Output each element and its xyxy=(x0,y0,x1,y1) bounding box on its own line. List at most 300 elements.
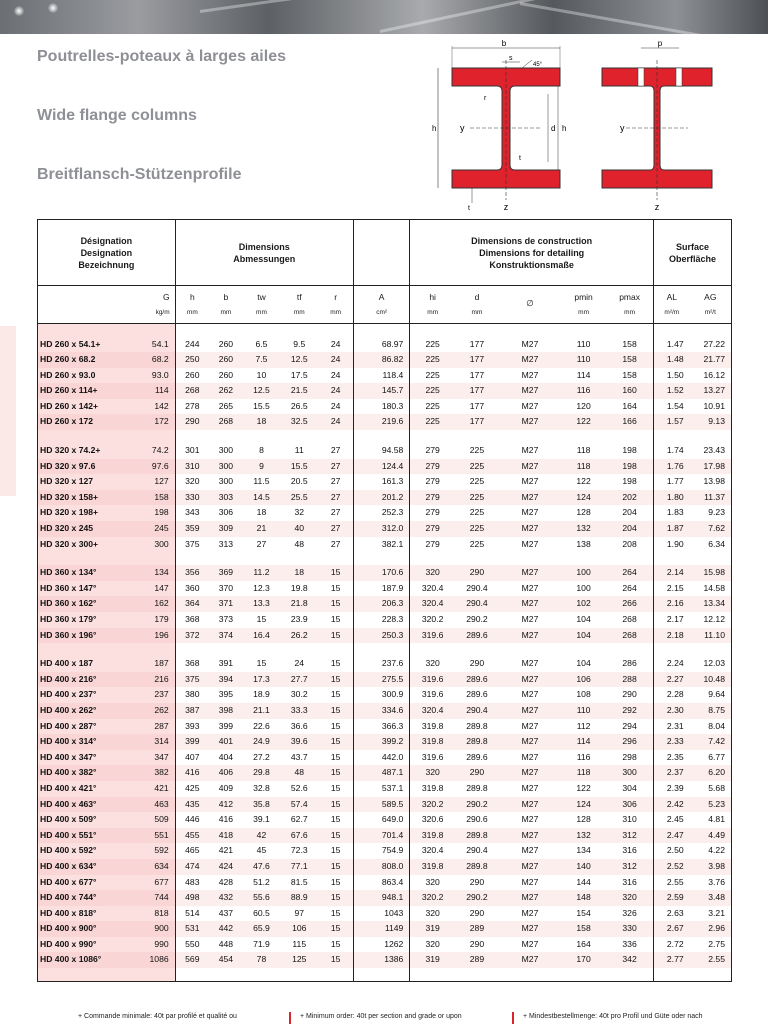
cell-value: 8.75 xyxy=(690,703,732,719)
header-cell-9 xyxy=(455,286,499,324)
column-symbol: r xyxy=(334,291,338,302)
cell-value: 421 xyxy=(130,781,175,797)
cell-value: 4.81 xyxy=(690,812,732,828)
cell-value: 17.98 xyxy=(690,459,732,475)
cell-value: 550 xyxy=(185,938,200,949)
spacer-cell xyxy=(561,552,606,565)
spacer-cell xyxy=(353,643,409,656)
cell-value: 483 xyxy=(185,876,200,887)
cell-value: 124 xyxy=(561,490,606,506)
column-unit: mm xyxy=(624,308,635,316)
cell-value: M27 xyxy=(499,352,561,368)
cell-value: 26.2 xyxy=(280,628,318,644)
cell-designation: HD 320 x 198+ xyxy=(38,505,131,521)
cell-value: M27 xyxy=(499,414,561,430)
cell-value: 364 xyxy=(175,596,209,612)
column-symbol: hi xyxy=(429,291,436,302)
cell-designation: HD 400 x 677° xyxy=(38,875,131,891)
cell-value: 15 xyxy=(318,921,353,937)
cell-value: 208 xyxy=(622,538,637,549)
cell-value: 10.48 xyxy=(690,672,732,688)
column-symbol: b xyxy=(223,291,229,302)
cell-value: 319 xyxy=(410,921,455,937)
spacer-cell xyxy=(690,430,732,443)
cell-value: 300 xyxy=(218,476,234,487)
cell-value: M27 xyxy=(521,538,539,549)
cell-designation: HD 320 x 300+ xyxy=(38,537,131,553)
cell-value: 202 xyxy=(606,490,653,506)
cell-value: 15 xyxy=(330,582,341,593)
cell-value: 2.72 xyxy=(654,937,690,953)
cell-value: 24 xyxy=(318,383,353,399)
cell-value: 399 xyxy=(218,720,234,731)
cell-value: 114 xyxy=(561,734,606,750)
cell-value: 225 xyxy=(410,368,455,384)
cell-value: 72.3 xyxy=(290,845,308,856)
cell-value: M27 xyxy=(521,720,539,731)
header-cell-8 xyxy=(410,286,455,324)
spacer-cell xyxy=(318,643,353,656)
cell-value: 677 xyxy=(130,875,175,891)
cell-value: 290 xyxy=(469,907,485,918)
table-row xyxy=(38,521,732,537)
spacer-cell xyxy=(38,643,131,656)
cell-designation: HD 320 x 97.6 xyxy=(38,459,131,475)
column-unit: mm xyxy=(427,308,439,316)
table-row xyxy=(38,734,732,750)
cell-value: 35.8 xyxy=(243,797,280,813)
cell-value: M27 xyxy=(521,476,539,487)
column-symbol: AG xyxy=(704,291,717,302)
group-spacer xyxy=(38,643,732,656)
spacer-cell xyxy=(561,968,606,981)
cell-value: 10.91 xyxy=(690,399,732,415)
table-row xyxy=(38,459,732,475)
cell-value: 260 xyxy=(209,352,243,368)
cell-value: 128 xyxy=(576,814,591,825)
cell-value: 399.2 xyxy=(353,734,409,750)
cell-value: 268 xyxy=(622,614,637,624)
cell-value: 225 xyxy=(469,538,485,549)
cell-value: 23.9 xyxy=(290,614,308,624)
cell-value: M27 xyxy=(499,628,561,644)
table-row xyxy=(38,812,732,828)
column-symbol: pmax xyxy=(619,291,640,302)
cell-value: 6.77 xyxy=(690,750,732,766)
cell-value: 279 xyxy=(410,537,455,553)
cell-value: 25.5 xyxy=(280,490,318,506)
table-row xyxy=(38,565,732,581)
spacer-cell xyxy=(606,324,653,337)
cell-value: 300.9 xyxy=(353,687,409,703)
cell-value: 250 xyxy=(175,352,209,368)
header-cell-10 xyxy=(499,286,561,324)
cell-designation: HD 360 x 162° xyxy=(38,596,131,612)
cell-value: 15.98 xyxy=(690,565,732,581)
cell-value: 442.0 xyxy=(353,750,409,766)
cell-value: 2.15 xyxy=(654,581,690,597)
table-row xyxy=(38,672,732,688)
cell-value: 21.8 xyxy=(280,596,318,612)
cell-value: 366.3 xyxy=(353,719,409,735)
cell-value: 15 xyxy=(318,703,353,719)
spacer-cell xyxy=(455,324,499,337)
cell-value: 1.52 xyxy=(654,383,690,399)
cell-value: 446 xyxy=(185,814,200,825)
cell-value: 296 xyxy=(606,734,653,750)
title-french: Poutrelles-poteaux à larges ailes xyxy=(37,48,286,65)
cell-value: 487.1 xyxy=(353,765,409,781)
spacer-cell xyxy=(654,430,690,443)
cell-designation: HD 260 x 172 xyxy=(38,414,131,430)
cell-value: M27 xyxy=(499,765,561,781)
cell-value: 128 xyxy=(576,507,591,518)
cell-value: M27 xyxy=(499,890,561,906)
cell-value: 225 xyxy=(455,490,499,506)
table-row xyxy=(38,765,732,781)
cell-value: 15 xyxy=(318,628,353,644)
cell-value: 290 xyxy=(469,658,485,669)
header-designation: Désignation Designation Bezeichnung xyxy=(38,220,176,286)
cell-value: M27 xyxy=(521,689,539,700)
cell-value: 264 xyxy=(606,565,653,581)
cell-designation: HD 400 x 216° xyxy=(38,672,131,688)
cell-value: 371 xyxy=(209,596,243,612)
bolt-hole xyxy=(638,68,644,86)
cell-value: 1.47 xyxy=(654,337,690,353)
cell-value: 1.74 xyxy=(654,443,690,459)
footnote-divider xyxy=(289,1012,291,1024)
spacer-cell xyxy=(499,968,561,981)
cell-value: 22.6 xyxy=(253,720,270,731)
cell-value: 196 xyxy=(130,628,175,644)
cell-value: 279 xyxy=(410,505,455,521)
i-section-main xyxy=(438,46,560,203)
cell-value: 401 xyxy=(209,734,243,750)
cell-designation: HD 360 x 196° xyxy=(38,628,131,644)
cell-value: 43.7 xyxy=(290,751,308,762)
cell-value: 27.7 xyxy=(280,672,318,688)
cell-value: 2.30 xyxy=(654,703,690,719)
table-row xyxy=(38,703,732,719)
cell-value: 100 xyxy=(561,565,606,581)
cell-value: 326 xyxy=(622,907,637,918)
cell-value: 15 xyxy=(318,859,353,875)
spacer-cell xyxy=(130,324,175,337)
table-row xyxy=(38,843,732,859)
cell-value: 11.5 xyxy=(253,476,270,487)
cell-value: 134 xyxy=(576,845,591,856)
column-symbol: tw xyxy=(257,291,266,302)
cell-designation: HD 320 x 74.2+ xyxy=(38,443,131,459)
cell-value: 4.49 xyxy=(690,828,732,844)
cell-value: 179 xyxy=(130,612,175,628)
spacer-cell xyxy=(690,643,732,656)
cell-value: 187 xyxy=(130,656,175,672)
column-symbol: G xyxy=(163,291,170,302)
banner-beam xyxy=(520,2,757,34)
spacer-cell xyxy=(175,643,209,656)
table-row xyxy=(38,656,732,672)
cell-value: 24 xyxy=(318,414,353,430)
cell-value: 219.6 xyxy=(353,414,409,430)
title-english: Wide flange columns xyxy=(37,107,197,124)
cell-value: 78 xyxy=(243,952,280,968)
cell-value: 359 xyxy=(175,521,209,537)
cell-designation: HD 400 x 744° xyxy=(38,890,131,906)
cell-value: 15 xyxy=(318,672,353,688)
cell-value: 27 xyxy=(318,459,353,475)
cell-value: 47.6 xyxy=(243,859,280,875)
cell-value: 112 xyxy=(576,720,591,731)
cell-value: 250.3 xyxy=(353,628,409,644)
cell-value: 27 xyxy=(256,538,267,549)
cell-value: 754.9 xyxy=(353,843,409,859)
cell-value: 319.6 xyxy=(410,628,455,644)
cell-value: 382 xyxy=(130,765,175,781)
column-unit: kg/m xyxy=(155,308,170,316)
table-row xyxy=(38,687,732,703)
column-symbol: ∅ xyxy=(526,297,534,308)
spacer-cell xyxy=(654,552,690,565)
cell-value: 237.6 xyxy=(353,656,409,672)
cell-value: 863.4 xyxy=(353,875,409,891)
table-row xyxy=(38,443,732,459)
cell-value: 393 xyxy=(185,720,200,731)
cell-value: 15 xyxy=(330,614,341,624)
cell-value: 265 xyxy=(218,400,234,411)
label-tw: t xyxy=(519,155,521,162)
label-h: h xyxy=(432,124,437,133)
cell-value: 51.2 xyxy=(253,876,270,887)
cell-value: 2.63 xyxy=(654,906,690,922)
cell-value: M27 xyxy=(499,490,561,506)
section-diagram xyxy=(420,38,720,213)
cell-value: 21.1 xyxy=(243,703,280,719)
cell-value: 158 xyxy=(606,352,653,368)
cell-value: 15 xyxy=(318,596,353,612)
cell-value: 122 xyxy=(576,476,591,487)
column-unit: mm xyxy=(578,308,589,316)
cell-value: 509 xyxy=(130,812,175,828)
cell-value: 279 xyxy=(410,521,455,537)
cell-value: 289 xyxy=(455,921,499,937)
spacer-cell xyxy=(318,430,353,443)
cell-value: 312 xyxy=(606,828,653,844)
cell-value: 170.6 xyxy=(353,565,409,581)
cell-designation: HD 400 x 990° xyxy=(38,937,131,953)
column-unit: mm xyxy=(330,308,342,316)
bolt-hole xyxy=(676,68,682,86)
cell-value: 279 xyxy=(410,459,455,475)
cell-value: M27 xyxy=(521,614,539,624)
cell-value: 374 xyxy=(209,628,243,644)
spacer-cell xyxy=(410,324,455,337)
cell-value: 948.1 xyxy=(353,890,409,906)
cell-value: 32 xyxy=(294,507,305,518)
cell-value: 142 xyxy=(130,399,175,415)
cell-value: 320 xyxy=(185,476,200,487)
cell-value: 432 xyxy=(209,890,243,906)
label-y-right: y xyxy=(620,123,625,133)
cell-value: 161.3 xyxy=(353,474,409,490)
spacer-cell xyxy=(280,430,318,443)
cell-value: 300 xyxy=(209,459,243,475)
cell-value: 744 xyxy=(130,890,175,906)
table-row xyxy=(38,952,732,968)
spacer-cell xyxy=(175,430,209,443)
cell-value: 424 xyxy=(209,859,243,875)
cell-value: 10 xyxy=(256,369,267,380)
cell-value: 312 xyxy=(606,859,653,875)
cell-value: M27 xyxy=(521,907,539,918)
cell-value: 124 xyxy=(561,797,606,813)
cell-value: 320 xyxy=(410,906,455,922)
column-unit: mm xyxy=(220,308,232,316)
cell-value: 15 xyxy=(318,890,353,906)
cell-value: 21.5 xyxy=(280,383,318,399)
cell-designation: HD 360 x 179° xyxy=(38,612,131,628)
cell-value: 12.5 xyxy=(243,383,280,399)
cell-value: 187.9 xyxy=(353,581,409,597)
cell-value: 3.98 xyxy=(690,859,732,875)
cell-value: 290.4 xyxy=(466,582,488,593)
table-row xyxy=(38,890,732,906)
cell-designation: HD 400 x 262° xyxy=(38,703,131,719)
spacer-cell xyxy=(130,968,175,981)
cell-value: 404 xyxy=(218,751,234,762)
cell-value: 319.6 xyxy=(410,672,455,688)
cell-value: 589.5 xyxy=(353,797,409,813)
cell-value: 12.12 xyxy=(690,612,732,628)
spacer-cell xyxy=(353,968,409,981)
cell-value: 290 xyxy=(455,765,499,781)
cell-value: 6.34 xyxy=(690,537,732,553)
cell-value: 16.4 xyxy=(243,628,280,644)
cell-designation: HD 320 x 127 xyxy=(38,474,131,490)
cell-value: 252.3 xyxy=(353,505,409,521)
cell-value: 382.1 xyxy=(353,537,409,553)
cell-value: 8 xyxy=(259,445,264,456)
table-row xyxy=(38,828,732,844)
cell-value: 12.03 xyxy=(690,656,732,672)
cell-value: 2.77 xyxy=(654,952,690,968)
cell-value: 290.2 xyxy=(455,890,499,906)
cell-value: 120 xyxy=(576,400,591,411)
cell-value: 463 xyxy=(130,797,175,813)
cell-value: 102 xyxy=(561,596,606,612)
cell-value: 124.4 xyxy=(353,459,409,475)
cell-value: 2.16 xyxy=(654,596,690,612)
cell-value: 268 xyxy=(175,383,209,399)
cell-value: M27 xyxy=(521,369,539,380)
cell-value: 237 xyxy=(130,687,175,703)
spacer-cell xyxy=(243,324,280,337)
cell-value: 24 xyxy=(330,369,341,380)
title-german: Breitflansch-Stützenprofile xyxy=(37,166,242,183)
cell-value: 395 xyxy=(218,689,234,700)
spacer-cell xyxy=(353,552,409,565)
cell-value: 8.04 xyxy=(690,719,732,735)
cell-value: 275.5 xyxy=(353,672,409,688)
cell-designation: HD 400 x 187 xyxy=(38,656,131,672)
cell-value: 81.5 xyxy=(290,876,308,887)
cell-value: 316 xyxy=(622,845,637,856)
cell-value: 14.58 xyxy=(690,581,732,597)
cell-value: 406 xyxy=(209,765,243,781)
cell-value: 18 xyxy=(243,414,280,430)
cell-value: 225 xyxy=(410,414,455,430)
cell-value: 330 xyxy=(606,921,653,937)
cell-value: 312.0 xyxy=(353,521,409,537)
cell-value: 465 xyxy=(185,845,200,856)
cell-value: 177 xyxy=(455,414,499,430)
table-row xyxy=(38,719,732,735)
spacer-cell xyxy=(690,968,732,981)
cell-value: 310 xyxy=(622,814,637,825)
cell-value: 416 xyxy=(175,765,209,781)
cell-value: 319.6 xyxy=(410,750,455,766)
cell-value: 24.9 xyxy=(243,734,280,750)
group-spacer xyxy=(38,324,732,337)
cell-value: 279 xyxy=(410,474,455,490)
spacer-cell xyxy=(243,430,280,443)
cell-value: 342 xyxy=(606,952,653,968)
table-row xyxy=(38,368,732,384)
cell-value: 294 xyxy=(622,720,637,731)
cell-value: 292 xyxy=(606,703,653,719)
cell-value: 1043 xyxy=(353,906,409,922)
cell-designation: HD 400 x 509° xyxy=(38,812,131,828)
cell-value: 319.6 xyxy=(410,687,455,703)
cell-value: 701.4 xyxy=(353,828,409,844)
banner-light xyxy=(14,6,24,16)
cell-value: 290 xyxy=(469,876,485,887)
cell-value: 97 xyxy=(294,907,305,918)
label-p: p xyxy=(657,39,663,48)
cell-value: 320 xyxy=(410,656,455,672)
spacer-cell xyxy=(499,430,561,443)
table-row xyxy=(38,781,732,797)
cell-value: 290 xyxy=(622,689,637,700)
cell-value: 2.31 xyxy=(654,719,690,735)
column-unit: mm xyxy=(293,308,305,316)
table-row xyxy=(38,581,732,597)
cell-value: M27 xyxy=(499,521,561,537)
cell-value: 375 xyxy=(175,672,209,688)
cell-value: 15 xyxy=(256,614,267,624)
cell-designation: HD 400 x 1086° xyxy=(38,952,131,968)
spacer-cell xyxy=(410,552,455,565)
cell-designation: HD 400 x 818° xyxy=(38,906,131,922)
cell-value: 225 xyxy=(455,521,499,537)
cell-value: 93.0 xyxy=(130,368,175,384)
cell-designation: HD 400 x 237° xyxy=(38,687,131,703)
cell-value: 1.76 xyxy=(654,459,690,475)
table-row xyxy=(38,628,732,644)
cell-value: 320.4 xyxy=(410,843,455,859)
cell-value: 290.6 xyxy=(466,814,488,825)
cell-value: 306 xyxy=(218,507,234,518)
table-row xyxy=(38,937,732,953)
cell-value: 290 xyxy=(469,938,485,949)
table-header-main xyxy=(38,220,732,286)
header-cell-2 xyxy=(175,286,209,324)
cell-value: 164 xyxy=(622,400,637,411)
spacer-cell xyxy=(280,552,318,565)
column-unit: cm² xyxy=(376,308,388,316)
cell-value: 289.8 xyxy=(466,720,488,731)
